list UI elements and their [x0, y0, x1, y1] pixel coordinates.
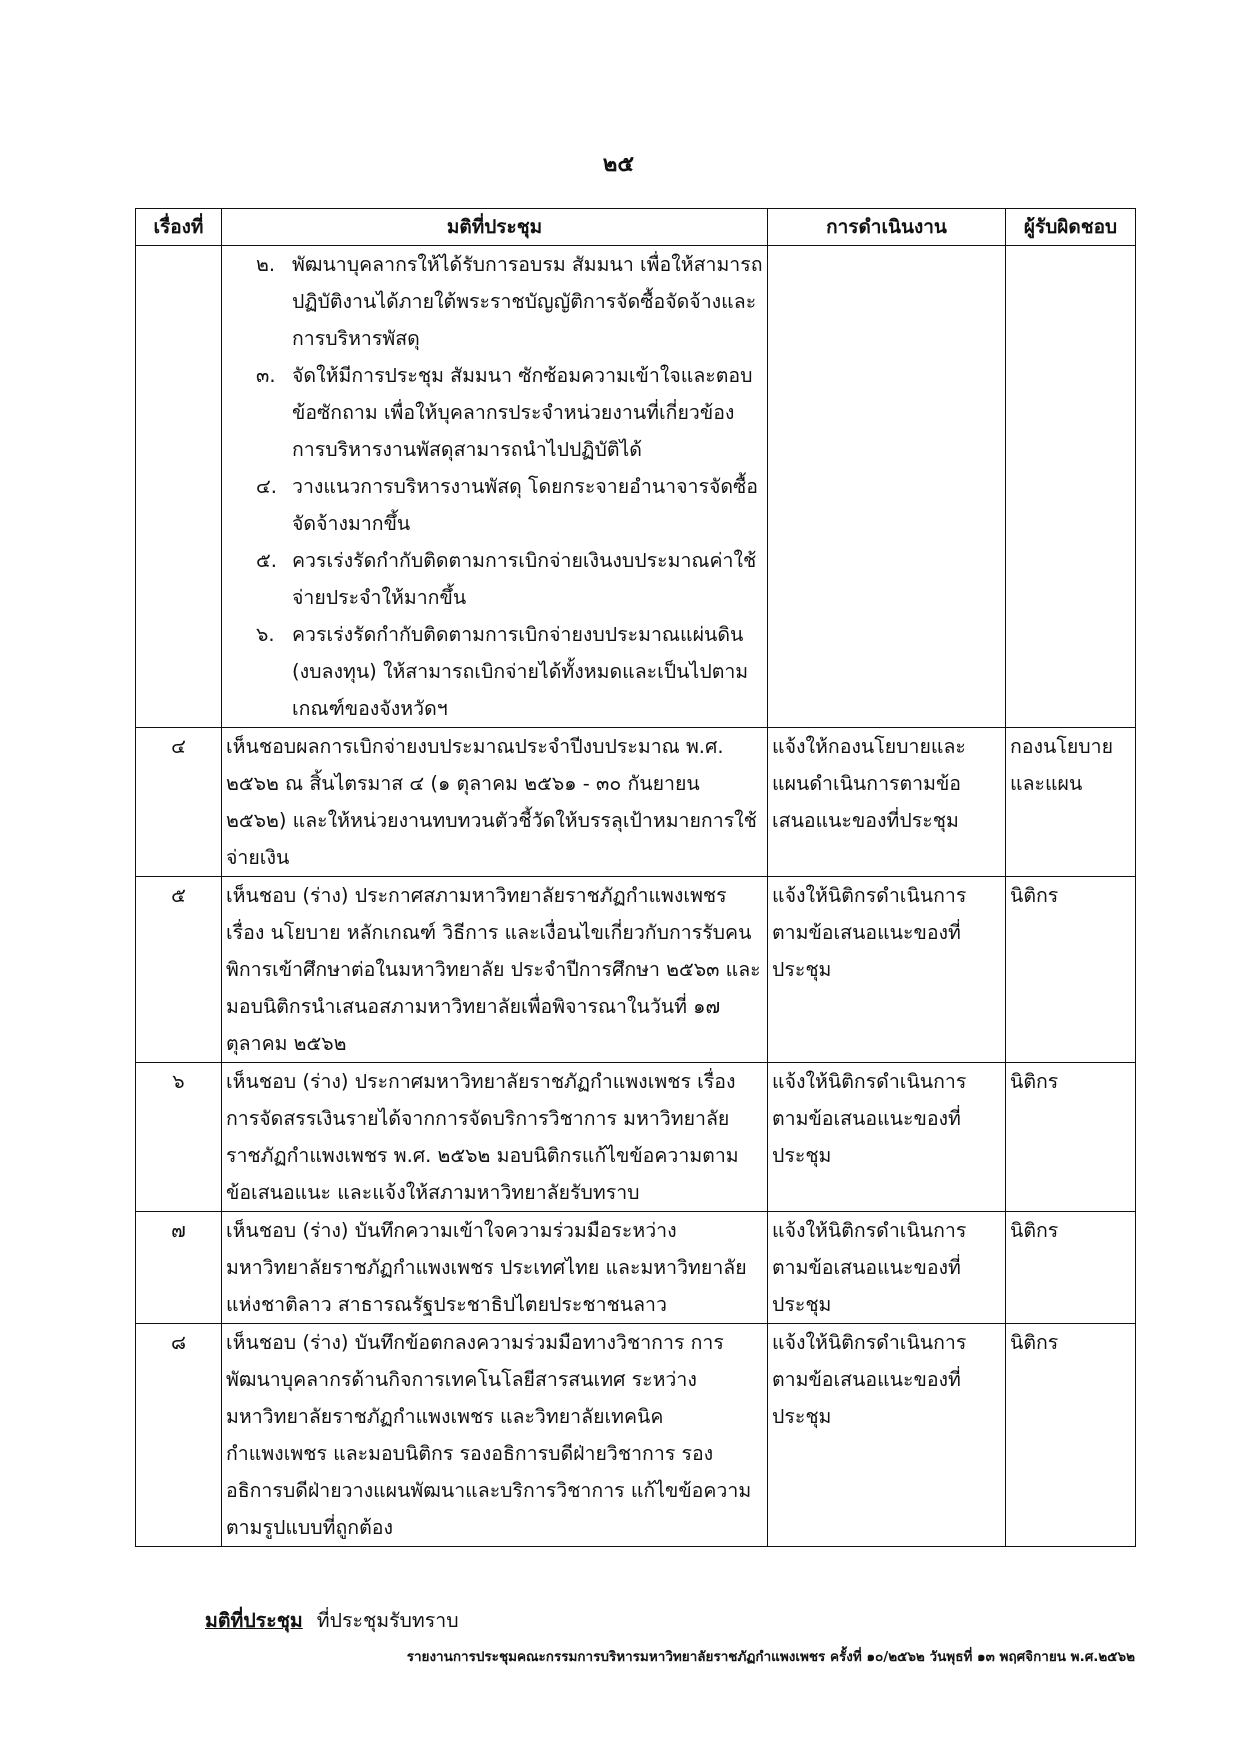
resolution-label: มติที่ประชุม	[205, 1609, 303, 1632]
table-header-row	[136, 209, 1136, 246]
table-row	[136, 728, 1136, 877]
owner-cell: นิติกร	[1006, 877, 1136, 1063]
list-text: พัฒนาบุคลากรให้ได้รับการอบรม สัมมนา เพื่อให้สามารถปฏิบัติงานได้ภายใต้พระราชบัญญัติการจัดซื้อจัดจ้างและการบริหารพัสดุ	[292, 253, 763, 350]
minutes-table	[135, 208, 1136, 1547]
list-text: วางแนวการบริหารงานพัสดุ โดยกระจายอำนาจารจัดซื้อจัดจ้างมากขึ้น	[292, 475, 758, 535]
list-marker: ๖.	[256, 623, 275, 646]
action-cell: แจ้งให้นิติกรดำเนินการตามข้อเสนอแนะของที่ประชุม	[768, 877, 1006, 1063]
table-row	[136, 1063, 1136, 1212]
header-action: การดำเนินงาน	[768, 209, 1006, 246]
action-cell	[768, 246, 1006, 728]
resolution-cell: เห็นชอบ (ร่าง) ประกาศสภามหาวิทยาลัยราชภัฏกำแพงเพชร เรื่อง นโยบาย หลักเกณฑ์ วิธีการ และเงื่อนไขเกี่ยวกับการรับคนพิการเข้าศึกษาต่อในมหาวิทยาลัย ประจำปีการศึกษา ๒๕๖๓ และมอบนิติกรนำเสนอสภามหาวิทยาลัยเพื่อพิจารณาในวันที่ ๑๗ ตุลาคม ๒๕๖๒	[222, 877, 768, 1063]
action-cell: แจ้งให้นิติกรดำเนินการตามข้อเสนอแนะของที่ประชุม	[768, 1324, 1006, 1547]
continued-list	[226, 246, 763, 727]
resolution-cell: เห็นชอบ (ร่าง) ประกาศมหาวิทยาลัยราชภัฏกำแพงเพชร เรื่อง การจัดสรรเงินรายได้จากการจัดบริการวิชาการ มหาวิทยาลัยราชภัฏกำแพงเพชร พ.ศ. ๒๕๖๒ มอบนิติกรแก้ไขข้อความตามข้อเสนอแนะ และแจ้งให้สภามหาวิทยาลัยรับทราบ	[222, 1063, 768, 1212]
action-cell: แจ้งให้กองนโยบายและแผนดำเนินการตามข้อเสนอแนะของที่ประชุม	[768, 728, 1006, 877]
list-marker: ๓.	[256, 364, 276, 387]
owner-cell	[1006, 246, 1136, 728]
meeting-resolution	[205, 1605, 459, 1636]
item-number-cell: ๘	[136, 1324, 222, 1547]
header-owner: ผู้รับผิดชอบ	[1006, 209, 1136, 246]
resolution-cell: เห็นชอบผลการเบิกจ่ายงบประมาณประจำปีงบประมาณ พ.ศ. ๒๕๖๒ ณ สิ้นไตรมาส ๔ (๑ ตุลาคม ๒๕๖๑ - ๓๐ กันยายน ๒๕๖๒) และให้หน่วยงานทบทวนตัวชี้วัดให้บรรลุเป้าหมายการใช้จ่ายเงิน	[222, 728, 768, 877]
table-row	[136, 1324, 1136, 1547]
list-text: ควรเร่งรัดกำกับติดตามการเบิกจ่ายเงินงบประมาณค่าใช้จ่ายประจำให้มากขึ้น	[292, 549, 757, 609]
list-item	[256, 616, 763, 727]
item-number-cell: ๖	[136, 1063, 222, 1212]
list-item	[256, 357, 763, 468]
resolution-text: ที่ประชุมรับทราบ	[316, 1609, 459, 1632]
table-row	[136, 877, 1136, 1063]
list-marker: ๕.	[256, 549, 277, 572]
list-marker: ๒.	[256, 253, 276, 276]
resolution-cell: เห็นชอบ (ร่าง) บันทึกข้อตกลงความร่วมมือทางวิชาการ การพัฒนาบุคลากรด้านกิจการเทคโนโลยีสารสนเทศ ระหว่างมหาวิทยาลัยราชภัฏกำแพงเพชร และวิทยาลัยเทคนิคกำแพงเพชร และมอบนิติกร รองอธิการบดีฝ่ายวิชาการ รองอธิการบดีฝ่ายวางแผนพัฒนาและบริการวิชาการ แก้ไขข้อความตามรูปแบบที่ถูกต้อง	[222, 1324, 768, 1547]
list-marker: ๔.	[256, 475, 277, 498]
resolution-cell: เห็นชอบ (ร่าง) บันทึกความเข้าใจความร่วมมือระหว่างมหาวิทยาลัยราชภัฏกำแพงเพชร ประเทศไทย และมหาวิทยาลัยแห่งชาติลาว สาธารณรัฐประชาธิปไตยประชาชนลาว	[222, 1212, 768, 1324]
action-cell: แจ้งให้นิติกรดำเนินการตามข้อเสนอแนะของที่ประชุม	[768, 1063, 1006, 1212]
owner-cell: นิติกร	[1006, 1212, 1136, 1324]
page-number: ๒๕	[602, 152, 635, 177]
table-row	[136, 246, 1136, 728]
owner-cell: นิติกร	[1006, 1324, 1136, 1547]
item-number-cell: ๕	[136, 877, 222, 1063]
header-item-no: เรื่องที่	[136, 209, 222, 246]
list-text: ควรเร่งรัดกำกับติดตามการเบิกจ่ายงบประมาณแผ่นดิน (งบลงทุน) ให้สามารถเบิกจ่ายได้ทั้งหมดและเป็นไปตามเกณฑ์ของจังหวัดฯ	[292, 623, 749, 720]
list-text: จัดให้มีการประชุม สัมมนา ซักซ้อมความเข้าใจและตอบข้อซักถาม เพื่อให้บุคลากรประจำหน่วยงานที่เกี่ยวข้องการบริหารงานพัสดุสามารถนำไปปฏิบัติได้	[292, 364, 753, 461]
document-footer: รายงานการประชุมคณะกรรมการบริหารมหาวิทยาลัยราชภัฏกำแพงเพชร ครั้งที่ ๑๐/๒๕๖๒ วันพุธที่ ๑๓ พฤศจิกายน พ.ศ.๒๕๖๒	[406, 1649, 1135, 1665]
item-number-cell	[136, 246, 222, 728]
action-cell: แจ้งให้นิติกรดำเนินการตามข้อเสนอแนะของที่ประชุม	[768, 1212, 1006, 1324]
list-item	[256, 468, 763, 542]
owner-cell: นิติกร	[1006, 1063, 1136, 1212]
item-number-cell: ๗	[136, 1212, 222, 1324]
header-resolution: มติที่ประชุม	[222, 209, 768, 246]
table-row	[136, 1212, 1136, 1324]
list-item	[256, 542, 763, 616]
resolution-cell	[222, 246, 768, 728]
list-item	[256, 246, 763, 357]
owner-cell: กองนโยบายและแผน	[1006, 728, 1136, 877]
item-number-cell: ๔	[136, 728, 222, 877]
